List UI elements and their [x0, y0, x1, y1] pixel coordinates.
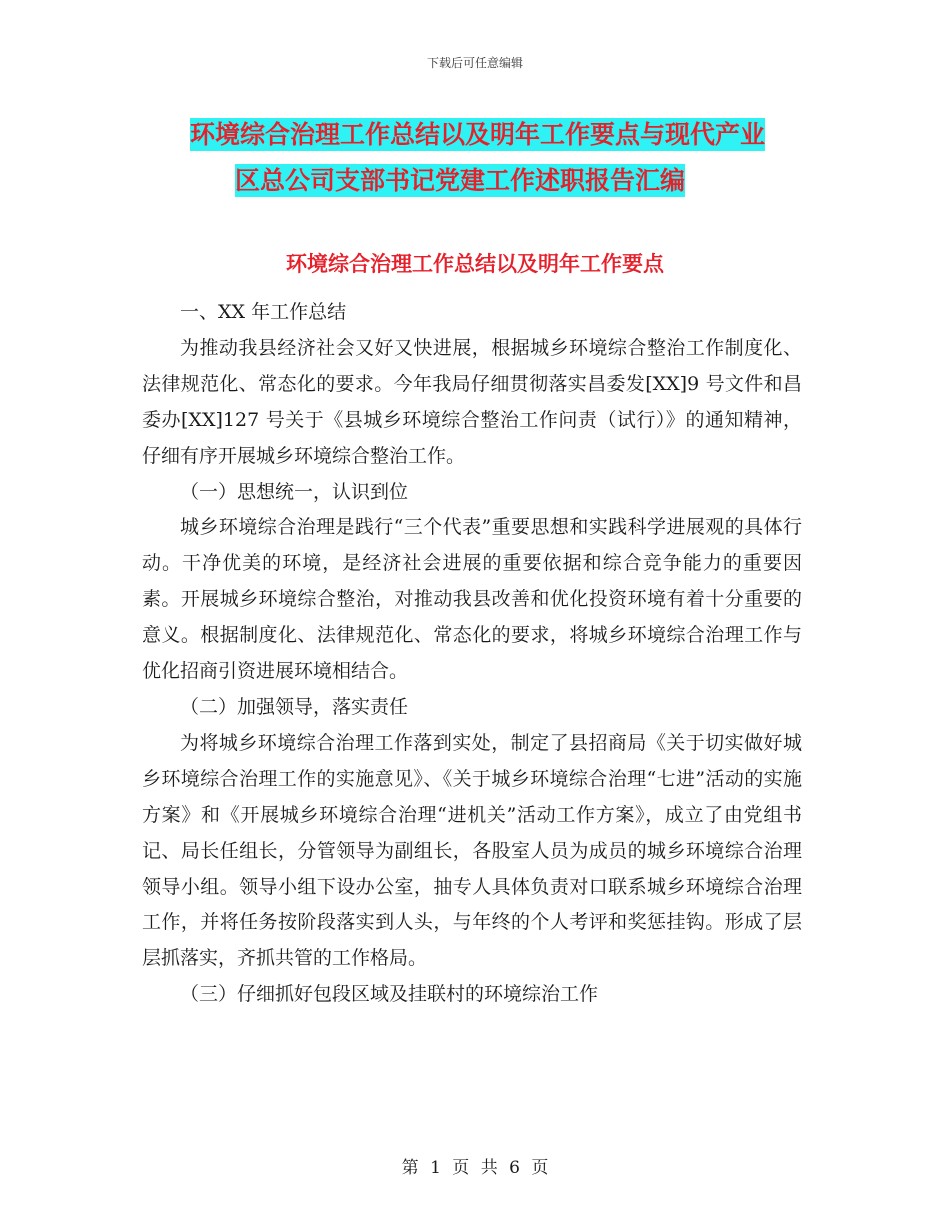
title-line-1-text: 环境综合治理工作总结以及明年工作要点与现代产业: [190, 120, 766, 149]
body-paragraph: 城乡环境综合治理是践行“三个代表”重要思想和实践科学进展观的具体行动。干净优美的环境，是经济社会进展的重要依据和综合竞争能力的重要因素。开展城乡环境综合整治，对推动我县改善和优化投资环境有着十分重要的意义。根据制度化、法律规范化、常态化的要求，将城乡环境综合治理工作与优化招商引资进展环境相结合。: [142, 516, 802, 683]
page-header: 下载后可任意编辑: [426, 56, 523, 70]
title-line-2: [140, 158, 820, 204]
subsection-heading: （三）仔细抓好包段区域及挂联村的环境综治工作: [180, 983, 599, 1006]
subsection-heading: （一）思想统一，认识到位: [180, 480, 409, 503]
section-heading: 一、XX 年工作总结: [180, 301, 347, 323]
section-title: 环境综合治理工作总结以及明年工作要点: [286, 252, 664, 276]
document-body: [142, 295, 802, 1013]
body-paragraph: 为推动我县经济社会又好又快进展，根据城乡环境综合整治工作制度化、法律规范化、常态化的要求。今年我局仔细贯彻落实昌委发[XX]9 号文件和昌委办[XX]127 号关于《县城乡环境综合整治工作问责（试行）》的通知精神，仔细有序开展城乡环境综合整治工作。: [142, 336, 802, 467]
body-paragraph: 为将城乡环境综合治理工作落到实处，制定了县招商局《关于切实做好城乡环境综合治理工作的实施意见》、《关于城乡环境综合治理“七进”活动的实施方案》和《开展城乡环境综合治理“进机关”活动工作方案》，成立了由党组书记、局长任组长，分管领导为副组长，各股室人员为成员的城乡环境综合治理领导小组。领导小组下设办公室，抽专人具体负责对口联系城乡环境综合治理工作，并将任务按阶段落实到人头，与年终的个人考评和奖惩挂钩。形成了层层抓落实，齐抓共管的工作格局。: [142, 731, 802, 970]
page-footer: 第 1 页 共 6 页: [401, 1158, 549, 1178]
document-title: [140, 112, 820, 204]
subsection-heading: （二）加强领导，落实责任: [180, 695, 409, 718]
title-line-1: [140, 112, 820, 158]
title-line-2-text: 区总公司支部书记党建工作述职报告汇编: [235, 166, 686, 195]
